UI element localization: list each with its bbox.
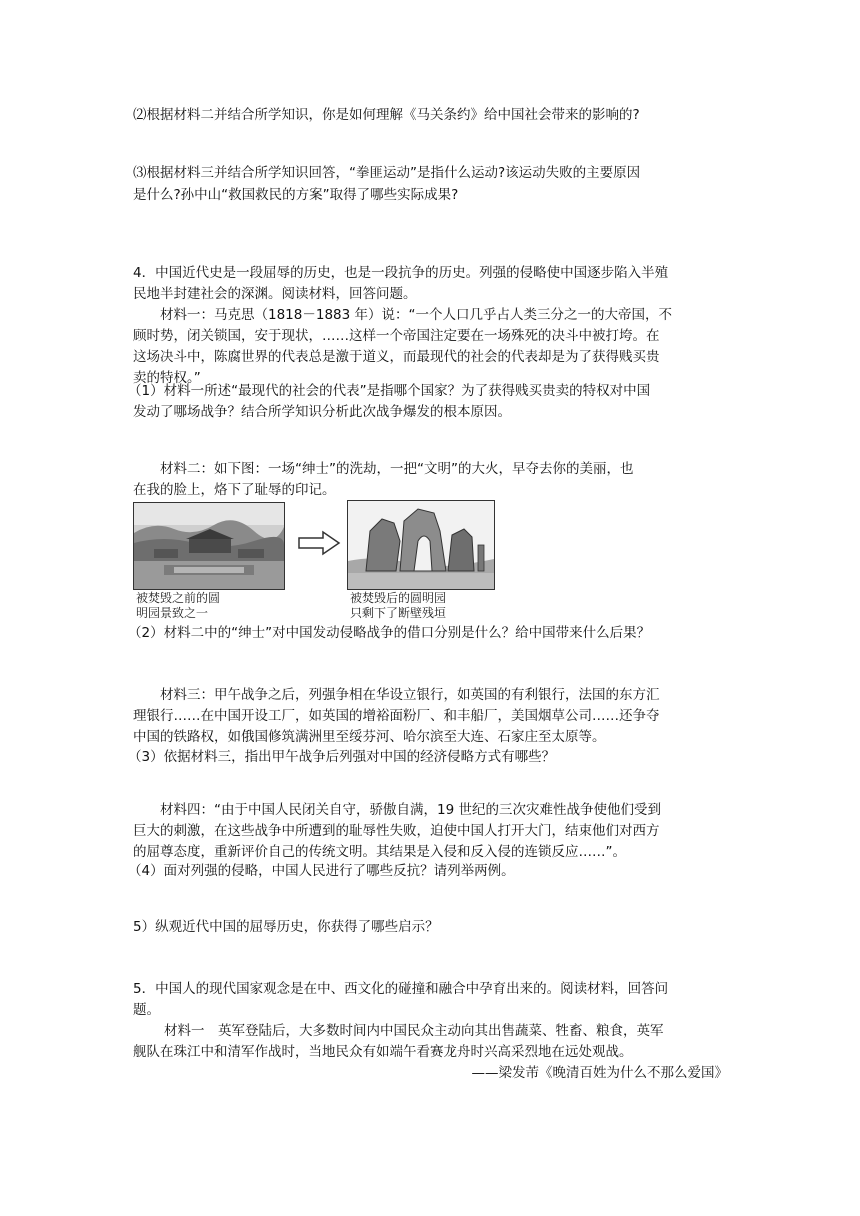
arrow-right-icon bbox=[297, 530, 341, 560]
q5-intro-line-2: 题。 bbox=[133, 1002, 160, 1018]
material-4-line-2: 巨大的刺激，在这些战争中所遭到的耻辱性失败，迫使中国人打开大门，结束他们对西方 bbox=[133, 823, 660, 839]
material-4-line-3: 的屈尊态度，重新评价自己的传统文明。其结果是入侵和反入侵的连锁反应……”。 bbox=[133, 844, 626, 860]
material-2-line-2: 在我的脸上，烙下了耻辱的印记。 bbox=[133, 482, 336, 498]
material-3-line-1: 材料三：甲午战争之后，列强争相在华设立银行，如英国的有利银行，法国的东方汇 bbox=[160, 687, 660, 703]
q5-material-1-line-1: 材料一 英军登陆后，大多数时间内中国民众主动向其出售蔬菜、牲畜、粮食，英军 bbox=[164, 1023, 664, 1039]
question-3-line-1: ⑶根据材料三并结合所学知识回答，“拳匪运动”是指什么运动?该运动失败的主要原因 bbox=[133, 165, 641, 181]
sub-question-3-line: （3）依据材料三，指出甲午战争后列强对中国的经济侵略方式有哪些？ bbox=[128, 749, 556, 765]
material-3-line-3: 中国的铁路权，如俄国修筑满洲里至绥芬河、哈尔滨至大连、石家庄至太原等。 bbox=[133, 729, 606, 745]
before-caption-2: 明园景致之一 bbox=[136, 606, 209, 620]
sub-question-5-line: 5）纵观近代中国的屈辱历史，你获得了哪些启示？ bbox=[133, 919, 439, 935]
material-2-line-1: 材料二：如下图：一场“绅士”的洗劫，一把“文明”的大火，早夺去你的美丽，也 bbox=[160, 461, 634, 477]
material-4-line-1: 材料四：“由于中国人民闭关自守，骄傲自满，19 世纪的三次灾难性战争使他们受到 bbox=[160, 802, 661, 818]
q4-intro-line-2: 民地半封建社会的深渊。阅读材料，回答问题。 bbox=[133, 286, 417, 302]
material-1-line-3: 这场决斗中，陈腐世界的代表总是激于道义，而最现代的社会的代表却是为了获得贱买贵 bbox=[133, 349, 660, 365]
yuanmingyuan-ruins-image bbox=[347, 500, 495, 590]
before-caption-1: 被焚毁之前的圆 bbox=[136, 591, 221, 605]
q5-intro-line-1: 5．中国人的现代国家观念是在中、西文化的碰撞和融合中孕育出来的。阅读材料，回答问 bbox=[133, 981, 669, 997]
yuanmingyuan-before-image bbox=[133, 502, 285, 590]
sub-question-4-line: （4）面对列强的侵略，中国人民进行了哪些反抗？请列举两例。 bbox=[128, 863, 515, 879]
material-1-line-1: 材料一：马克思（1818－1883 年）说：“一个人口几乎占人类三分之一的大帝国，不 bbox=[160, 307, 672, 323]
sub-question-2-line: （2）材料二中的“绅士”对中国发动侵略战争的借口分别是什么？给中国带来什么后果？ bbox=[128, 625, 651, 641]
question-2-line: ⑵根据材料二并结合所学知识，你是如何理解《马关条约》给中国社会带来的影响的? bbox=[133, 107, 640, 123]
after-caption-2: 只剩下了断壁残垣 bbox=[350, 606, 447, 620]
sub-question-1-line-2: 发动了哪场战争？结合所学知识分析此次战争爆发的根本原因。 bbox=[133, 404, 511, 420]
citation: ——梁发芾《晚清百姓为什么不那么爱国》 bbox=[471, 1065, 728, 1081]
material-3-line-2: 理银行……在中国开设工厂，如英国的增裕面粉厂、和丰船厂，美国烟草公司……还争夺 bbox=[133, 708, 660, 724]
question-3-line-2: 是什么?孙中山“救国救民的方案”取得了哪些实际成果? bbox=[133, 187, 459, 203]
material-1-line-2: 顾时势，闭关锁国，安于现状，……这样一个帝国注定要在一场殊死的决斗中被打垮。在 bbox=[133, 328, 660, 344]
q5-material-1-line-2: 舰队在珠江中和清军作战时，当地民众有如端午看赛龙舟时兴高采烈地在远处观战。 bbox=[133, 1044, 633, 1060]
q4-intro-line-1: 4．中国近代史是一段屈辱的历史，也是一段抗争的历史。列强的侵略使中国逐步陷入半殖 bbox=[133, 265, 669, 281]
after-caption-1: 被焚毁后的圆明园 bbox=[350, 591, 447, 605]
material-1-line-4: 卖的特权。” bbox=[133, 370, 201, 386]
sub-question-1-line-1: （1）材料一所述“最现代的社会的代表”是指哪个国家？为了获得贱买贵卖的特权对中国 bbox=[128, 383, 651, 399]
